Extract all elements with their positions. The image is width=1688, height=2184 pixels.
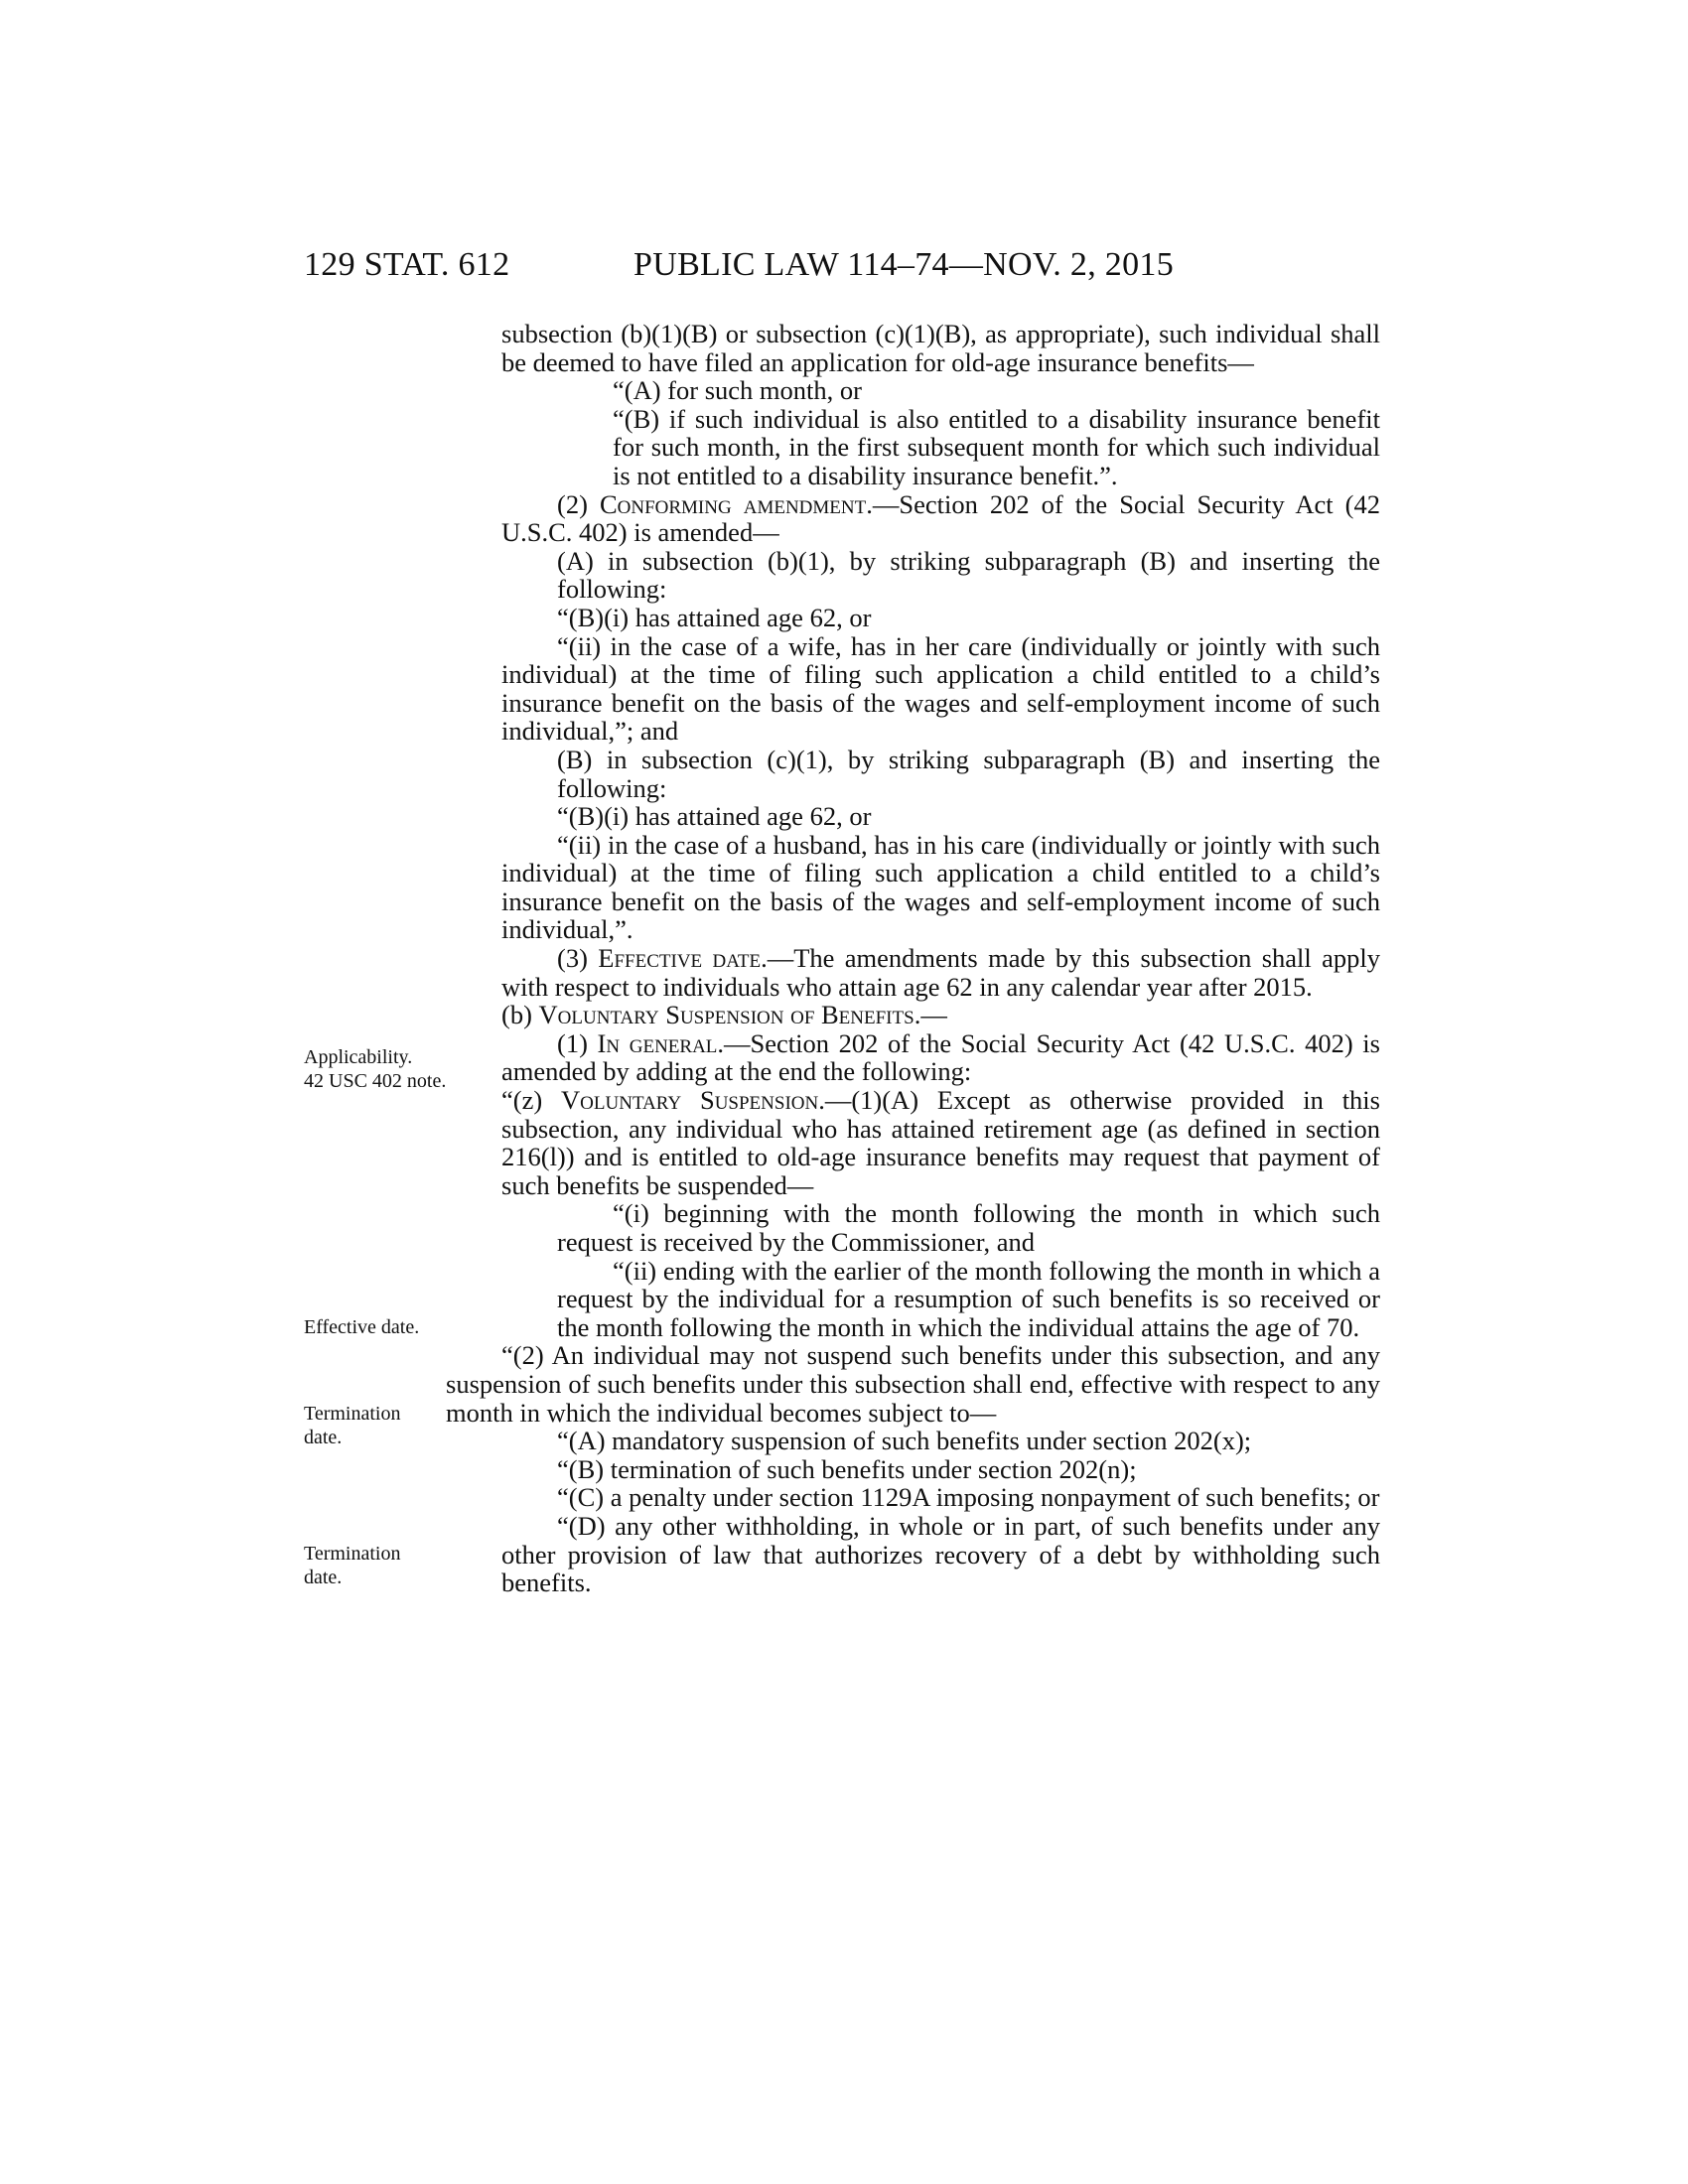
paragraph-number: (3) xyxy=(557,943,599,974)
inserted-text: “(B)(i) has attained age 62, or xyxy=(557,801,872,832)
subsection-z xyxy=(501,1086,1380,1199)
subsection-b-heading xyxy=(501,1001,1380,1029)
margin-note-termination-date xyxy=(304,1542,473,1589)
subparagraph-b: “(B) termination of such benefits under section 202(n); xyxy=(557,1453,1137,1484)
paragraph-text: .—Section 202 of the Social Security Act (42 U.S.C. 402) is amended by adding at the end the following: xyxy=(501,1027,1380,1087)
inserted-text: “(ii) in the case of a wife, has in her care (individually or jointly with such individual) at the time of filing such application a child entitled to a child’s insurance benefit on the basis of the wages and self-employment income of such individual,”; and xyxy=(501,630,1380,747)
margin-note-line: Applicability. xyxy=(304,1046,413,1068)
paragraph-continuation: subsection (b)(1)(B) or subsection (c)(1)(B), as appropriate), such individual shall be deemed to have filed an application for old-age insurance benefits— xyxy=(501,319,1380,377)
stat-page-number: 129 STAT. 612 xyxy=(304,246,510,283)
margin-note-line: date. xyxy=(304,1567,343,1588)
subparagraph-b: (B) in subsection (c)(1), by striking subparagraph (B) and inserting the following: xyxy=(557,744,1380,803)
paragraph-conforming-amendment xyxy=(501,490,1380,547)
clause-b: “(B) if such individual is also entitled to a disability insurance benefit for such month, in the first subsequent month for which such individual is not entitled to a disability insurance benefit.”. xyxy=(613,403,1380,490)
paragraph-heading: Effective date xyxy=(598,943,762,974)
margin-note-line: 42 USC 402 note. xyxy=(304,1070,447,1092)
clause-i: “(i) beginning with the month following the month in which such request is received by the Commissioner, and xyxy=(557,1198,1380,1257)
margin-note-line: Termination xyxy=(304,1403,401,1425)
running-header-title: PUBLIC LAW 114–74—NOV. 2, 2015 xyxy=(633,246,1175,283)
paragraph-number: “(z) xyxy=(501,1085,562,1116)
paragraph-text: .— xyxy=(914,1000,947,1030)
clause-ii: “(ii) ending with the earlier of the month following the month in which a request by the individual for a resumption of such benefits is so received or the month following the month in which the individual attains the age of 70. xyxy=(557,1255,1380,1342)
paragraph-heading: In general xyxy=(597,1027,718,1058)
inserted-text: “(B)(i) has attained age 62, or xyxy=(557,602,872,632)
margin-note-line: Termination xyxy=(304,1543,401,1565)
paragraph-2: “(2) An individual may not suspend such benefits under this subsection, and any suspension of such benefits under this subsection shall end, effective with respect to any month in which the individual becomes subject to— xyxy=(446,1340,1380,1428)
inserted-text: “(ii) in the case of a husband, has in his care (individually or jointly with such individual) at the time of filing such application a child entitled to a child’s insurance benefit on the basis of the wages and self-employment income of such individual,”. xyxy=(501,829,1380,945)
paragraph-number: (b) xyxy=(501,1000,539,1030)
margin-note-effective-date xyxy=(304,1315,473,1339)
paragraph-effective-date xyxy=(501,944,1380,1001)
subparagraph-d: “(D) any other withholding, in whole or in part, of such benefits under any other provision of law that authorizes recovery of a debt by withholding such benefits. xyxy=(501,1510,1380,1598)
paragraph-number: (2) xyxy=(557,488,600,519)
subparagraph-a: (A) in subsection (b)(1), by striking subparagraph (B) and inserting the following: xyxy=(557,545,1380,605)
paragraph-text: .—Section 202 of the Social Security Act (42 U.S.C. 402) is amended— xyxy=(501,488,1380,548)
margin-note-line: Effective date. xyxy=(304,1316,420,1338)
paragraph-heading: Voluntary Suspension xyxy=(561,1085,819,1116)
paragraph-number: (1) xyxy=(557,1027,598,1058)
paragraph-in-general xyxy=(501,1029,1380,1086)
paragraph-heading: Conforming amendment xyxy=(599,488,867,519)
margin-note-line: date. xyxy=(304,1427,343,1448)
paragraph-text: .—(1)(A) Except as otherwise provided in this subsection, any individual who has attained retirement age (as defined in section 216(l)) and is entitled to old-age insurance benefits may request that payment of such benefits be suspended— xyxy=(501,1085,1380,1200)
statute-body xyxy=(446,319,1381,1598)
paragraph-heading: Voluntary Suspension of Benefits xyxy=(538,1000,914,1030)
margin-note-applicability xyxy=(304,1045,473,1093)
paragraph-text: .—The amendments made by this subsection shall apply with respect to individuals who attain age 62 in any calendar year after 2015. xyxy=(501,943,1381,1002)
clause-a: “(A) for such month, or xyxy=(613,375,862,406)
subparagraph-c: “(C) a penalty under section 1129A imposing nonpayment of such benefits; or xyxy=(557,1482,1380,1513)
subparagraph-a: “(A) mandatory suspension of such benefits under section 202(x); xyxy=(557,1426,1252,1456)
